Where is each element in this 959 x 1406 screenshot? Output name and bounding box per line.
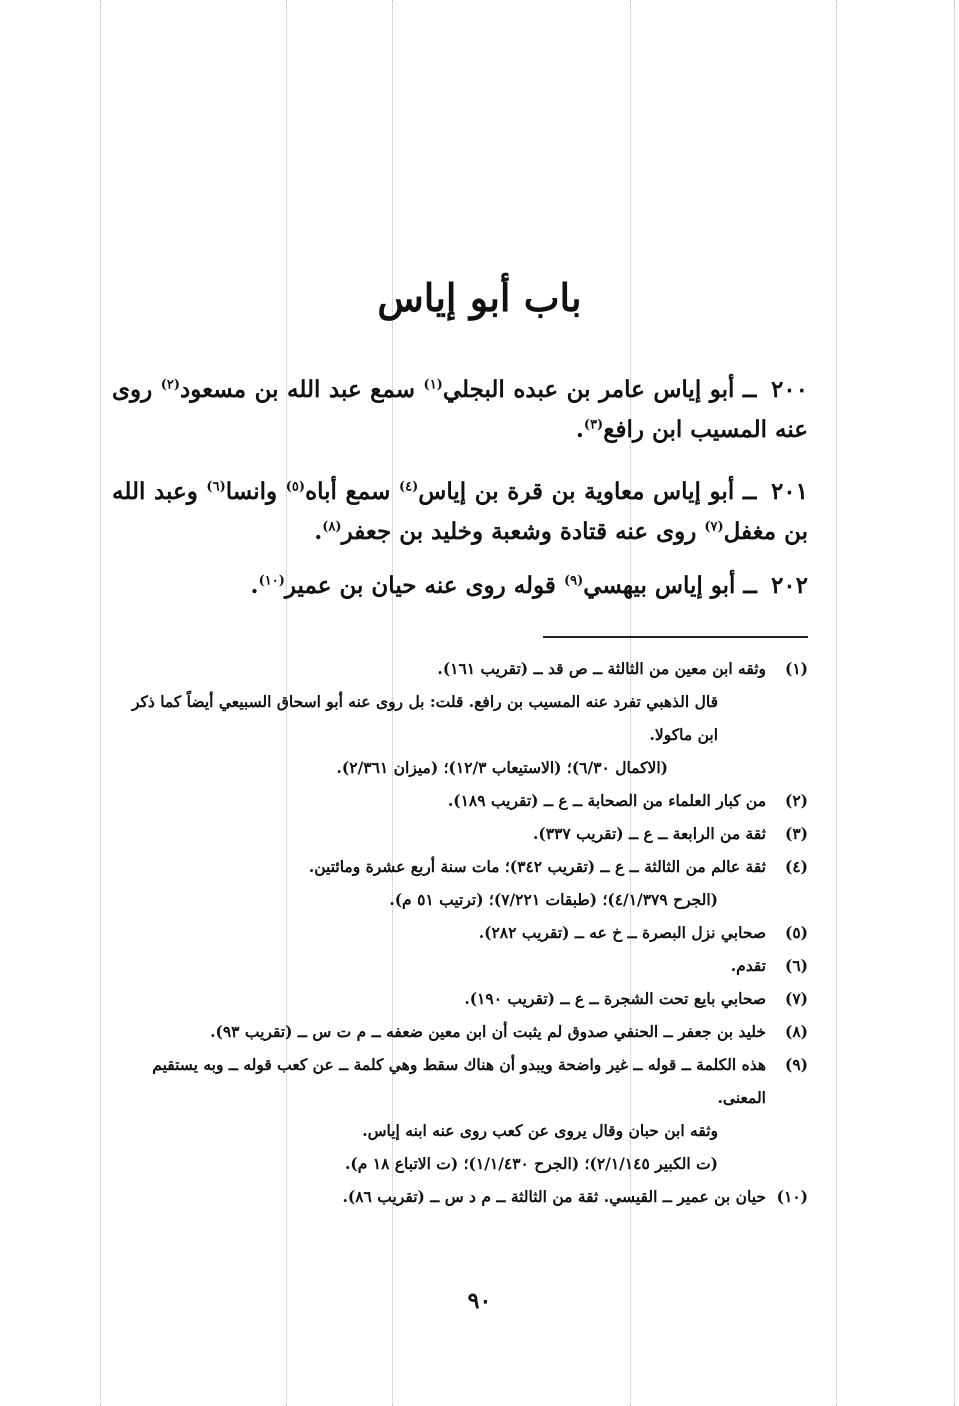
footnote-text: تقدم. (730, 956, 766, 975)
footnote-number: (١٠) (776, 1187, 808, 1206)
entry-text: قوله روى عنه حيان بن عمير (284, 572, 564, 599)
entry-text: . (250, 572, 259, 599)
entry-text: وانسا (225, 478, 286, 505)
footnote-marker[interactable]: (٤) (398, 479, 419, 495)
footnote-text: صحابي نزل البصرة ــ خ عه ــ (تقريب ٢٨٢). (478, 923, 766, 942)
entry-text: سمع عبد الله بن مسعود (180, 376, 424, 403)
footnote-number: (٨) (784, 1022, 808, 1041)
footnote-number: (٧) (784, 989, 808, 1008)
footnote-marker[interactable]: (١) (423, 377, 443, 393)
scan-dotted-line (954, 0, 955, 1406)
footnote-8 (108, 1015, 808, 1048)
footnote-9-continuation: وثقه ابن حبان وقال يروى عن كعب روى عنه ابنه إياس. (362, 1121, 718, 1140)
footnote-marker[interactable]: (٥) (285, 479, 306, 495)
entry-text: سمع أباه (305, 478, 399, 505)
footnote-text: حيان بن عمير ــ القيسي. ثقة من الثالثة ــ م د س ــ (تقريب ٨٦). (342, 1187, 766, 1206)
footnote-marker[interactable]: (٣) (583, 417, 604, 433)
footnote-2 (108, 784, 808, 817)
footnote-text: وثقه ابن معين من الثالثة ــ ص قد ــ (تقريب ١٦١). (437, 659, 766, 678)
footnote-marker[interactable]: (١٠) (258, 573, 285, 589)
footnote-marker[interactable]: (٢) (160, 377, 181, 393)
entry-text: . (575, 416, 584, 443)
footnote-text: صحابي بايع تحت الشجرة ــ ع ــ (تقريب ١٩٠). (464, 989, 766, 1008)
scan-dotted-line (836, 0, 837, 1406)
entry-202 (112, 566, 808, 606)
footnote-9-references: (ت الكبير ٢/١/١٤٥)؛ (الجرح ١/١/٤٣٠)؛ (ت الاتباع ١٨ م). (345, 1154, 718, 1173)
page-number: ٩٠ (467, 1288, 492, 1314)
footnote-1-references: (الاكمال ٦/٣٠)؛ (الاستيعاب ١٢/٣)؛ (ميزان ٢/٣٦١). (336, 758, 668, 777)
footnote-number: (٩) (784, 1055, 808, 1074)
footnote-separator (543, 636, 808, 638)
footnote-number: (١) (784, 659, 808, 678)
footnote-marker[interactable]: (٦) (206, 479, 226, 495)
entry-text: ــ أبو إياس معاوية بن قرة بن إياس (418, 478, 757, 505)
footnote-number: (٤) (784, 857, 808, 876)
entry-number: ٢٠١ (770, 478, 808, 505)
footnote-text: خليد بن جعفر ــ الحنفي صدوق لم يثبت أن ابن معين ضعفه ــ م ت س ــ (تقريب ٩٣). (210, 1022, 766, 1041)
footnote-marker[interactable]: (٨) (322, 519, 342, 535)
entry-text: وعبد الله بن مغفل (112, 478, 808, 545)
footnote-1 (108, 652, 808, 685)
entry-201 (112, 472, 808, 552)
footnote-1-continuation: قال الذهبي تفرد عنه المسيب بن رافع. قلت: بل روى عنه أبو اسحاق السبيعي أيضاً كما ذكر ابن ماكولا. (131, 692, 718, 744)
entry-text: ــ أبو إياس بيهسي (583, 572, 757, 599)
footnote-10 (108, 1180, 808, 1213)
scan-dotted-line (100, 0, 101, 1406)
footnote-5 (108, 916, 808, 949)
entry-text: روى عنه المسيب ابن رافع (112, 376, 808, 443)
entry-text: . (314, 518, 323, 545)
entry-text: روى عنه قتادة وشعبة وخليد بن جعفر (341, 518, 705, 545)
entry-200 (112, 370, 808, 450)
footnote-6 (108, 949, 808, 982)
footnote-9 (108, 1048, 808, 1114)
entry-number: ٢٠٠ (770, 376, 808, 403)
footnote-3 (108, 817, 808, 850)
footnote-7 (108, 982, 808, 1015)
entry-number: ٢٠٢ (770, 572, 808, 599)
footnote-number: (٥) (784, 923, 808, 942)
footnotes (108, 652, 808, 1213)
footnote-text: من كبار العلماء من الصحابة ــ ع ــ (تقريب ١٨٩). (447, 791, 766, 810)
footnote-number: (٦) (784, 956, 808, 975)
footnote-4-references: (الجرح ٤/١/٣٧٩)؛ (طبقات ٧/٢٢١)؛ (ترتيب ٥١ م). (389, 890, 718, 909)
footnote-text: ثقة من الرابعة ــ ع ــ (تقريب ٣٣٧). (532, 824, 766, 843)
page-title: باب أبو إياس (377, 275, 582, 320)
footnote-text: هذه الكلمة ــ قوله ــ غير واضحة ويبدو أن هناك سقط وهي كلمة ــ عن كعب قوله ــ وبه يستقيم المعنى. (152, 1055, 766, 1107)
footnote-marker[interactable]: (٩) (563, 573, 584, 589)
footnote-text: ثقة عالم من الثالثة ــ ع ــ (تقريب ٣٤٢)؛ مات سنة أربع عشرة ومائتين. (308, 857, 766, 876)
footnote-marker[interactable]: (٧) (704, 519, 724, 535)
footnote-number: (٣) (784, 824, 808, 843)
footnote-number: (٢) (784, 791, 808, 810)
footnote-4 (108, 850, 808, 883)
entry-text: ــ أبو إياس عامر بن عبده البجلي (442, 376, 757, 403)
